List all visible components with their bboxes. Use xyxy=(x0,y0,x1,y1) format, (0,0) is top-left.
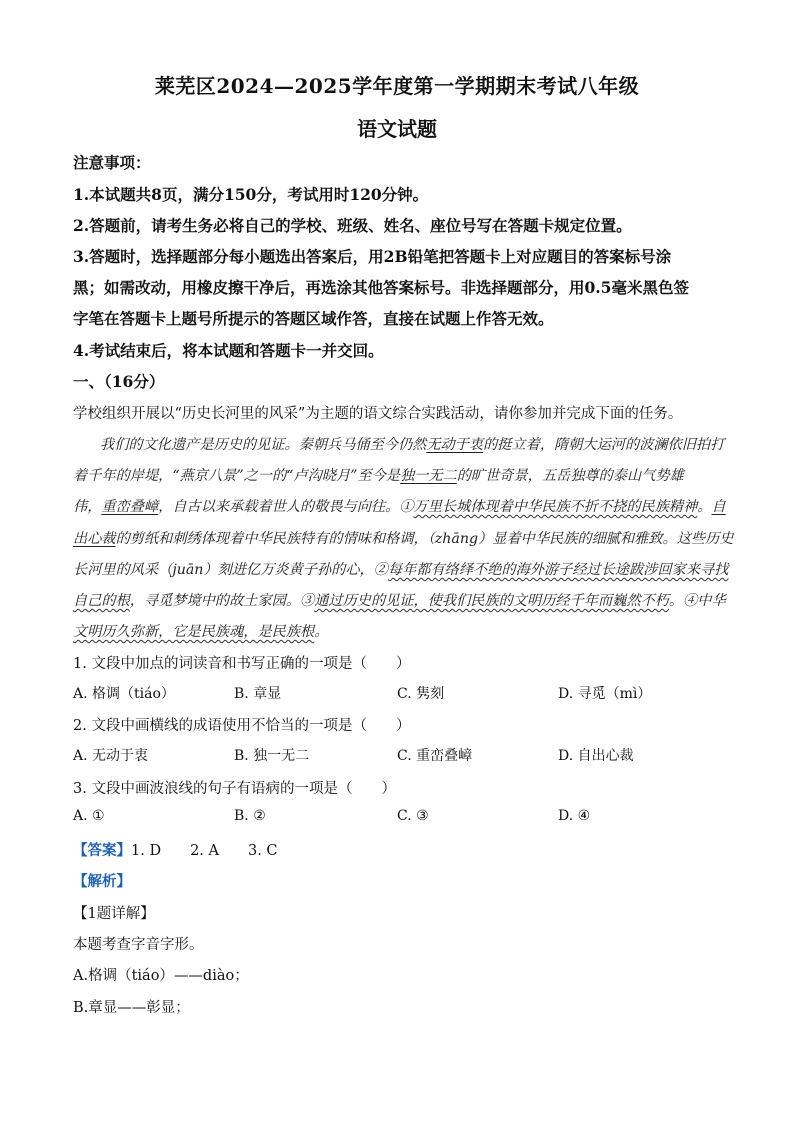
question-1-stem: 1. 文段中加点的词读音和书写正确的一项是（ ） xyxy=(73,656,411,672)
wavy-sentence-3: 通过历史的见证，使我们民族的文明历经千年而巍然不朽 xyxy=(314,593,669,609)
passage-line-3 xyxy=(73,496,726,516)
passage-text: 我们的文化遗产是历史的见证。秦朝兵马俑至今仍然 xyxy=(100,437,427,453)
question-3-option-d[interactable]: D. ④ xyxy=(558,808,591,824)
question-3-option-b[interactable]: B. ② xyxy=(234,808,266,824)
underlined-idiom-4-start: 自 xyxy=(711,499,726,515)
question-1-option-b[interactable]: B. 章显 xyxy=(234,686,282,702)
passage-text: 长河里的风采（juān）刻进亿万炎黄子孙的心，② xyxy=(73,562,388,578)
underlined-idiom-4-end: 出心裁 xyxy=(73,531,116,547)
passage-text: 的旷世奇景，五岳独尊的泰山气势雄 xyxy=(456,468,684,484)
passage-text: ，自古以来承载着世人的敬畏与向往。① xyxy=(158,499,414,515)
passage-line-2 xyxy=(73,465,684,485)
underlined-idiom-3: 重峦叠嶂 xyxy=(101,499,159,515)
passage-text: 的挺立着，隋朝大运河的波澜依旧拍打 xyxy=(483,437,725,453)
underlined-idiom-2: 独一无二 xyxy=(399,468,457,484)
question-3-stem: 3. 文段中画波浪线的句子有语病的一项是（ ） xyxy=(73,781,396,797)
question-2-option-a[interactable]: A. 无动于衷 xyxy=(73,748,149,764)
exam-subject: 语文试题 xyxy=(357,117,437,141)
passage-text: 。 xyxy=(314,624,329,640)
passage-text: ，寻觅梦境中的故土家园。③ xyxy=(129,593,315,609)
question-3-option-a[interactable]: A. ① xyxy=(73,808,105,824)
passage-line-4 xyxy=(73,528,733,548)
exam-title: 莱芜区2024—2025学年度第一学期期末考试八年级 xyxy=(154,74,640,98)
wavy-sentence-2: 每年都有络绎不绝的海外游子经过长途跋涉回家来寻找 xyxy=(387,562,729,578)
question-1-option-c[interactable]: C. 隽刻 xyxy=(397,686,445,702)
analysis-label: 【解析】 xyxy=(73,873,131,890)
notes-heading: 注意事项： xyxy=(73,153,151,172)
question-1-option-d[interactable]: D. 寻觅（mì） xyxy=(558,686,652,702)
notes-item-4: 4.考试结束后，将本试题和答题卡一并交回。 xyxy=(73,341,384,360)
passage-line-1 xyxy=(100,434,724,454)
section-heading: 一、（16分） xyxy=(73,372,165,391)
passage-text: 。④中华 xyxy=(668,593,726,609)
question-3-option-c[interactable]: C. ③ xyxy=(397,808,429,824)
section-intro: 学校组织开展以“历史长河里的风采”为主题的语文综合实践活动，请你参加并完成下面的任务。 xyxy=(73,406,683,422)
wavy-sentence-2-end: 自己的根 xyxy=(73,593,130,609)
passage-line-6 xyxy=(73,590,726,610)
passage-text: 的剪纸和刺绣体现着中华民族特有的情味和格调，（zhāng）显着中华民族的细腻和雅致。这些历史 xyxy=(115,531,734,547)
analysis-detail-label: 【1题详解】 xyxy=(73,906,155,922)
analysis-option-a: A.格调（tiáo）——diào； xyxy=(73,968,249,984)
answer-row xyxy=(73,839,278,860)
question-2-option-c[interactable]: C. 重峦叠嶂 xyxy=(397,748,473,764)
passage-line-7 xyxy=(73,621,328,641)
passage-text: 伟， xyxy=(73,499,102,515)
question-1-option-a[interactable]: A. 格调（tiáo） xyxy=(73,686,175,702)
answer-label: 【答案】 xyxy=(73,842,131,859)
analysis-intro: 本题考查字音字形。 xyxy=(73,937,204,953)
question-2-stem: 2. 文段中画横线的成语使用不恰当的一项是（ ） xyxy=(73,718,411,734)
passage-line-5 xyxy=(73,559,728,579)
analysis-option-b: B.章显——彰显； xyxy=(73,1000,190,1016)
underlined-idiom-1: 无动于衷 xyxy=(426,437,484,453)
wavy-sentence-4: 文明历久弥新，它是民族魂，是民族根 xyxy=(73,624,315,640)
question-2-option-b[interactable]: B. 独一无二 xyxy=(234,748,310,764)
wavy-sentence-1: 万里长城体现着中华民族不折不挠的民族精神 xyxy=(413,499,698,515)
answer-values: 1. D 2. A 3. C xyxy=(131,843,278,859)
notes-item-2: 2.答题前，请考生务必将自己的学校、班级、姓名、座位号写在答题卡规定位置。 xyxy=(73,216,632,235)
question-2-option-d[interactable]: D. 自出心裁 xyxy=(558,748,634,764)
notes-item-3-line-2: 黑；如需改动，用橡皮擦干净后，再选涂其他答案标号。非选择题部分，用0.5毫米黑色签 xyxy=(73,278,689,297)
notes-item-3-line-1: 3.答题时，选择题部分每小题选出答案后，用2B铅笔把答题卡上对应题目的答案标号涂 xyxy=(73,247,672,266)
notes-item-3-line-3: 字笔在答题卡上题号所提示的答题区域作答，直接在试题上作答无效。 xyxy=(73,309,554,328)
notes-item-1: 1.本试题共8页，满分150分，考试用时120分钟。 xyxy=(73,185,429,204)
passage-text: 着千年的岸堤，“燕京八景”之一的“卢沟晓月”至今是 xyxy=(73,468,400,484)
passage-text: 。 xyxy=(697,499,712,515)
